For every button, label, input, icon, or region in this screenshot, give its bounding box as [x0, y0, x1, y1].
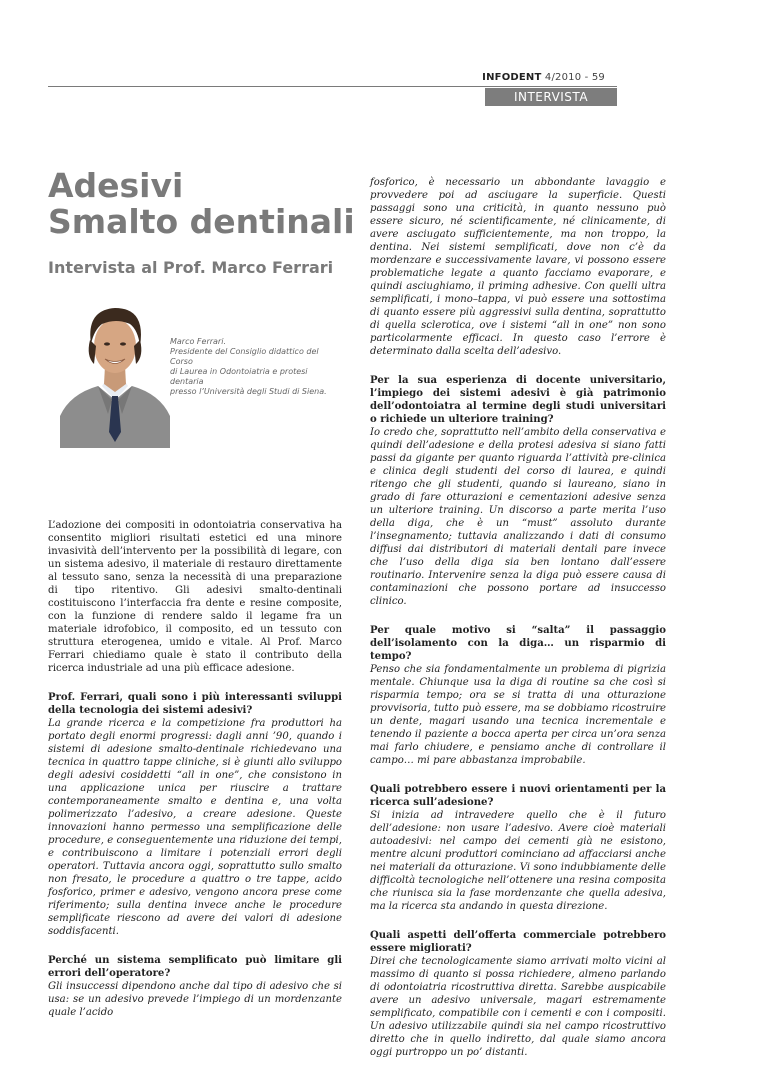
photo-caption	[170, 337, 340, 397]
qa-block-1	[48, 691, 342, 938]
author-photo	[60, 296, 170, 448]
section-bar	[485, 88, 617, 106]
question-2: Perché un sistema semplificato può limitare gli errori dell’operatore?	[48, 955, 342, 979]
answer-5: Si inizia ad intravedere quello che è il futuro dell’adesione: non usare l’adesivo. Avere cioè materiali autoadesivi: nel campo dei cementi già ne esistono, mentre alcuni produttori cominciano ad affacciarsi anche nei materiali da otturazione. Vi sono indubbiamente delle difficoltà tecnologiche nell’ottenere una resina composita che riunisca sia la fase mordenzante che quella adesiva, ma la ricerca sta andando in questa direzione.	[370, 810, 666, 912]
right-column	[370, 176, 666, 1075]
caption-line-1: Presidente del Consiglio didattico del Corso	[170, 347, 319, 366]
title-line-1: Adesivi	[48, 166, 184, 205]
qa-block-2	[48, 954, 342, 1019]
question-6: Quali aspetti dell’offerta commerciale potrebbero essere migliorati?	[370, 930, 666, 954]
caption-line-2: di Laurea in Odontoiatria e protesi dentaria	[170, 367, 308, 386]
answer-2-part-1: Gli insuccessi dipendono anche dal tipo di adesivo che si usa: se un adesivo prevede l’impiego di un mordenzante quale l’acido	[48, 981, 342, 1018]
answer-2-continued	[370, 176, 666, 358]
question-5: Quali potrebbero essere i nuovi orientamenti per la ricerca sull’adesione?	[370, 784, 666, 808]
qa-block-5	[370, 783, 666, 913]
qa-block-4	[370, 624, 666, 767]
question-1: Prof. Ferrari, quali sono i più interessanti sviluppi della tecnologia dei sistemi adesivi?	[48, 692, 342, 716]
header-rule	[48, 86, 617, 87]
intro-paragraph: L’adozione dei compositi in odontoiatria conservativa ha consentito migliori risultati estetici ed una minore invasività dell’intervento per la possibilità di legare, con un sistema adesivo, il materiale di restauro direttamente al tessuto sano, senza la necessità di una preparazione di tipo ritentivo. Gli adesivi smalto-dentinali costituiscono l’interfaccia fra dente e resine composite, con la funzione di rendere saldo il legame fra un materiale idrofobico, il composito, ed un tessuto con struttura eterogenea, umido e vitale. Al Prof. Marco Ferrari chiediamo quale è stato il contributo della ricerca industriale ad una più efficace adesione.	[48, 520, 342, 674]
title-line-2: Smalto dentinali	[48, 202, 355, 241]
caption-name: Marco Ferrari.	[170, 337, 226, 346]
article-title	[48, 168, 368, 240]
qa-block-3	[370, 374, 666, 608]
section-label: INTERVISTA	[513, 90, 589, 104]
caption-line-3: presso l’Università degli Studi di Siena.	[170, 387, 327, 396]
answer-1: La grande ricerca e la competizione fra produttori ha portato degli enormi progressi: dagli anni ’90, quando i sistemi di adesione smalto-dentinale richiedevano una tecnica in quattro tappe cliniche, si è giunti allo sviluppo degli adesivi cosiddetti “all in one”, che consistono in una applicazione unica per riuscire a trattare contemporaneamente smalto e dentina e, una volta polimerizzato l’adesivo, a creare adesione. Queste innovazioni hanno permesso una semplificazione delle procedure, e conseguentemente una riduzione dei tempi, e contribuiscono a limitare i potenziali errori degli operatori. Tuttavia ancora oggi, soprattutto sullo smalto non fresato, le procedure a quattro o tre tappe, acido fosforico, primer e adesivo, vengono ancora prese come riferimento; sulla dentina invece anche le procedure semplificate riescono ad avere dei valori di adesione soddisfacenti.	[48, 718, 342, 937]
answer-3: Io credo che, soprattutto nell’ambito della conservativa e quindi dell’adesione e della protesi adesiva si siano fatti passi da gigante per quanto riguarda l’attività pre-clinica e clinica degli studenti del corso di laurea, e quindi ritengo che gli studenti, quando si laureano, siano in grado di fare otturazioni e cementazioni adesive senza un ulteriore training. Un discorso a parte merita l’uso della diga, che è un “must” assoluto durante l’insegnamento; tuttavia analizzando i dati di consumo diffusi dai distributori di materiali dentali pare invece che l’uso della diga sia ben lontano dall’essere routinario. Intervenire senza la diga può essere causa di contaminazioni che possono portare ad insuccesso clinico.	[370, 427, 666, 607]
publication-name: INFODENT	[482, 72, 542, 83]
qa-block-6	[370, 929, 666, 1059]
running-header	[482, 72, 605, 83]
left-column	[48, 519, 342, 1035]
question-3: Per la sua esperienza di docente universitario, l’impiego dei sistemi adesivi è già patrimonio dell’odontoiatra al termine degli studi universitari o richiede un ulteriore training?	[370, 375, 666, 425]
article-subtitle: Intervista al Prof. Marco Ferrari	[48, 258, 334, 277]
answer-2-part-2: fosforico, è necessario un abbondante lavaggio e provvedere poi ad asciugare la superficie. Questi passaggi sono una criticità, in quanto nessuno può essere sicuro, né scientificamente, né clinicamente, di avere asciugato sufficientemente, ma non troppo, la dentina. Nei sistemi semplificati, dove non c’è da mordenzare e successivamente lavare, vi possono essere problematiche legate a quanto facciamo evaporare, e quindi asciughiamo, il priming adhesive. Con quelli ultra semplificati, i mono–tappa, vi può essere una sottostima di quanto essere più aggressivi sulla dentina, soprattutto di quella sclerotica, ove i sistemi “all in one” non sono particolarmente efficaci. In questo caso l’errore è determinato dalla scelta dell’adesivo.	[370, 177, 666, 357]
question-4: Per quale motivo si “salta” il passaggio dell’isolamento con la diga… un risparmio di tempo?	[370, 625, 666, 662]
answer-6: Direi che tecnologicamente siamo arrivati molto vicini al massimo di quanto si possa richiedere, almeno parlando di odontoiatria ricostruttiva diretta. Sarebbe auspicabile avere un adesivo universale, magari estremamente semplificato, compatibile con i cementi e con i compositi. Un adesivo utilizzabile quindi sia nel campo ricostruttivo diretto che in quello indiretto, dal quale siamo ancora oggi purtroppo un po’ distanti.	[370, 956, 666, 1058]
issue-page: 4/2010 - 59	[544, 72, 605, 83]
answer-4: Penso che sia fondamentalmente un problema di pigrizia mentale. Chiunque usa la diga di routine sa che così si risparmia tempo; ora se si tratta di una otturazione provvisoria, tutto può essere, ma se dobbiamo ricostruire un dente, magari usando una tecnica incrementale e tenendo il paziente a bocca aperta per circa un’ora senza mai farlo chiudere, e pensiamo anche di controllare il campo… mi pare abbastanza improbabile.	[370, 664, 666, 766]
